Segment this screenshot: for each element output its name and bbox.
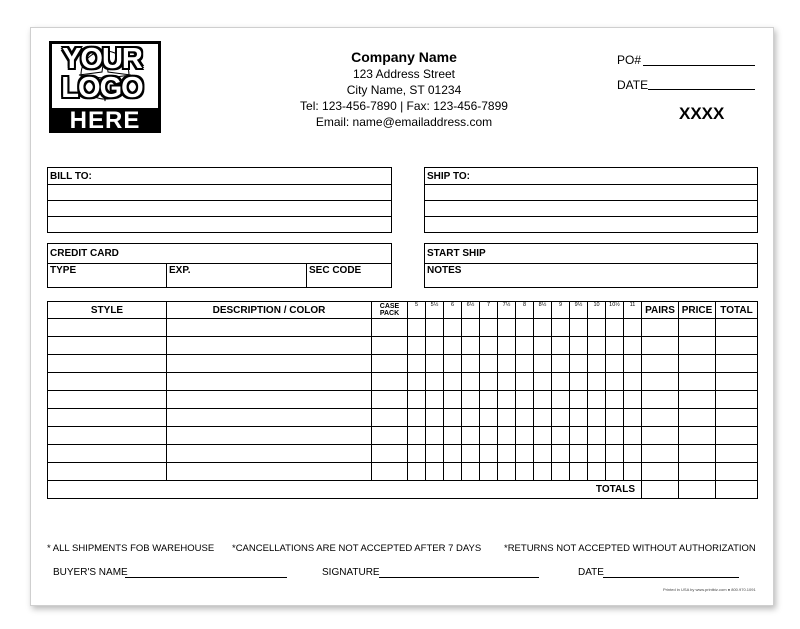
- order-row: [48, 409, 758, 427]
- size-qty-cell[interactable]: [624, 445, 642, 463]
- size-qty-cell[interactable]: [426, 427, 444, 445]
- size-qty-cell[interactable]: [624, 409, 642, 427]
- description-header: DESCRIPTION / COLOR: [167, 302, 372, 319]
- size-qty-cell[interactable]: [462, 463, 480, 481]
- description-cell[interactable]: [167, 373, 372, 391]
- size-qty-cell[interactable]: [570, 391, 588, 409]
- order-row: [48, 355, 758, 373]
- size-qty-cell[interactable]: [516, 445, 534, 463]
- price-cell[interactable]: [679, 445, 716, 463]
- size-qty-cell[interactable]: [552, 319, 570, 337]
- size-qty-cell[interactable]: [498, 337, 516, 355]
- note-cancellations: *CANCELLATIONS ARE NOT ACCEPTED AFTER 7 DAYS: [232, 543, 482, 554]
- size-qty-cell[interactable]: [606, 463, 624, 481]
- size-qty-cell[interactable]: [408, 445, 426, 463]
- size-qty-cell[interactable]: [606, 373, 624, 391]
- size-qty-cell[interactable]: [462, 409, 480, 427]
- card-type-label: TYPE: [50, 265, 77, 276]
- logo-line-1: YOUR: [62, 43, 142, 75]
- totals-total-cell[interactable]: [716, 481, 758, 499]
- size-header: 6½: [462, 302, 480, 319]
- po-field[interactable]: [643, 65, 755, 66]
- size-qty-cell[interactable]: [426, 355, 444, 373]
- card-sec-field[interactable]: [307, 264, 392, 288]
- size-qty-cell[interactable]: [498, 463, 516, 481]
- pairs-cell[interactable]: [642, 391, 679, 409]
- case-pack-header: [372, 302, 408, 319]
- size-qty-cell[interactable]: [426, 463, 444, 481]
- size-qty-cell[interactable]: [624, 373, 642, 391]
- price-header: PRICE: [679, 302, 716, 319]
- size-qty-cell[interactable]: [570, 319, 588, 337]
- case-pack-cell[interactable]: [372, 463, 408, 481]
- size-qty-cell[interactable]: [498, 319, 516, 337]
- description-cell[interactable]: [167, 355, 372, 373]
- size-qty-cell[interactable]: [480, 337, 498, 355]
- size-qty-cell[interactable]: [516, 319, 534, 337]
- case-pack-cell[interactable]: [372, 355, 408, 373]
- start-ship-label: START SHIP: [425, 244, 758, 264]
- size-qty-cell[interactable]: [534, 445, 552, 463]
- price-cell[interactable]: [679, 355, 716, 373]
- total-cell[interactable]: [716, 463, 758, 481]
- size-qty-cell[interactable]: [444, 409, 462, 427]
- po-label: PO#: [617, 53, 642, 67]
- size-qty-cell[interactable]: [552, 355, 570, 373]
- size-qty-cell[interactable]: [480, 373, 498, 391]
- totals-label: TOTALS: [48, 481, 642, 499]
- size-header: 10: [588, 302, 606, 319]
- size-qty-cell[interactable]: [426, 373, 444, 391]
- size-qty-cell[interactable]: [624, 337, 642, 355]
- size-qty-cell[interactable]: [444, 319, 462, 337]
- order-row: [48, 463, 758, 481]
- company-phone-fax: Tel: 123-456-7890 | Fax: 123-456-7899: [300, 99, 508, 113]
- card-exp-label: EXP.: [169, 265, 191, 276]
- size-qty-cell[interactable]: [516, 373, 534, 391]
- size-qty-cell[interactable]: [480, 355, 498, 373]
- size-header: 5½: [426, 302, 444, 319]
- price-cell[interactable]: [679, 463, 716, 481]
- size-qty-cell[interactable]: [498, 409, 516, 427]
- style-cell[interactable]: [48, 319, 167, 337]
- ship-to-box: [424, 167, 758, 233]
- size-qty-cell[interactable]: [426, 319, 444, 337]
- size-qty-cell[interactable]: [444, 445, 462, 463]
- total-cell[interactable]: [716, 391, 758, 409]
- size-qty-cell[interactable]: [498, 391, 516, 409]
- size-qty-cell[interactable]: [552, 373, 570, 391]
- style-header: STYLE: [48, 302, 167, 319]
- size-qty-cell[interactable]: [624, 319, 642, 337]
- size-qty-cell[interactable]: [588, 445, 606, 463]
- size-qty-cell[interactable]: [498, 373, 516, 391]
- style-cell[interactable]: [48, 391, 167, 409]
- order-row: [48, 427, 758, 445]
- size-qty-cell[interactable]: [606, 355, 624, 373]
- description-cell[interactable]: [167, 463, 372, 481]
- form-number: XXXX: [679, 104, 725, 123]
- notes-label: NOTES: [427, 265, 462, 276]
- style-cell[interactable]: [48, 427, 167, 445]
- company-email: Email: name@emailaddress.com: [315, 115, 493, 129]
- style-cell[interactable]: [48, 463, 167, 481]
- size-qty-cell[interactable]: [480, 319, 498, 337]
- size-qty-cell[interactable]: [552, 463, 570, 481]
- logo-line-2: LOGO: [61, 72, 143, 104]
- size-qty-cell[interactable]: [570, 445, 588, 463]
- size-qty-cell[interactable]: [426, 391, 444, 409]
- pairs-cell[interactable]: [642, 337, 679, 355]
- printer-fine-print: Printed in USA by www.printbiz.com ● 800.970.1091: [663, 587, 756, 592]
- size-qty-cell[interactable]: [588, 355, 606, 373]
- size-qty-cell[interactable]: [408, 373, 426, 391]
- size-qty-cell[interactable]: [444, 391, 462, 409]
- pairs-cell[interactable]: [642, 463, 679, 481]
- pairs-cell[interactable]: [642, 319, 679, 337]
- total-cell[interactable]: [716, 337, 758, 355]
- pairs-cell[interactable]: [642, 373, 679, 391]
- size-qty-cell[interactable]: [480, 427, 498, 445]
- date-label: DATE: [617, 78, 649, 92]
- size-qty-cell[interactable]: [552, 337, 570, 355]
- description-cell[interactable]: [167, 337, 372, 355]
- company-info: [290, 49, 518, 130]
- style-cell[interactable]: [48, 373, 167, 391]
- size-qty-cell[interactable]: [408, 409, 426, 427]
- size-qty-cell[interactable]: [534, 427, 552, 445]
- size-header: 7: [480, 302, 498, 319]
- size-qty-cell[interactable]: [408, 391, 426, 409]
- buyer-name-field[interactable]: [125, 577, 287, 578]
- order-row: [48, 373, 758, 391]
- size-qty-cell[interactable]: [444, 373, 462, 391]
- style-cell[interactable]: [48, 355, 167, 373]
- size-qty-cell[interactable]: [534, 319, 552, 337]
- total-cell[interactable]: [716, 445, 758, 463]
- size-qty-cell[interactable]: [534, 373, 552, 391]
- bill-to-line-2[interactable]: [48, 201, 392, 217]
- size-qty-cell[interactable]: [624, 391, 642, 409]
- order-row: [48, 445, 758, 463]
- size-header: 9: [552, 302, 570, 319]
- description-cell[interactable]: [167, 445, 372, 463]
- size-qty-cell[interactable]: [552, 409, 570, 427]
- size-qty-cell[interactable]: [588, 463, 606, 481]
- size-qty-cell[interactable]: [426, 337, 444, 355]
- price-cell[interactable]: [679, 391, 716, 409]
- size-qty-cell[interactable]: [516, 427, 534, 445]
- pack-label: PACK: [379, 310, 400, 317]
- logo-placeholder: [49, 41, 161, 133]
- size-qty-cell[interactable]: [624, 355, 642, 373]
- footer-date-field[interactable]: [603, 577, 739, 578]
- case-pack-cell[interactable]: [372, 319, 408, 337]
- order-row: [48, 391, 758, 409]
- size-qty-cell[interactable]: [408, 463, 426, 481]
- ship-to-label: SHIP TO:: [425, 168, 758, 185]
- size-qty-cell[interactable]: [534, 391, 552, 409]
- size-qty-cell[interactable]: [588, 373, 606, 391]
- size-qty-cell[interactable]: [444, 463, 462, 481]
- size-header: 10½: [606, 302, 624, 319]
- case-pack-cell[interactable]: [372, 391, 408, 409]
- size-qty-cell[interactable]: [552, 445, 570, 463]
- size-qty-cell[interactable]: [606, 409, 624, 427]
- size-qty-cell[interactable]: [426, 445, 444, 463]
- notes-field[interactable]: [425, 264, 758, 288]
- size-qty-cell[interactable]: [462, 427, 480, 445]
- card-sec-label: SEC CODE: [309, 265, 362, 276]
- size-qty-cell[interactable]: [552, 391, 570, 409]
- footer-date-label: DATE: [578, 567, 604, 578]
- size-qty-cell[interactable]: [516, 409, 534, 427]
- size-qty-cell[interactable]: [498, 445, 516, 463]
- size-qty-cell[interactable]: [534, 355, 552, 373]
- ship-to-line-1[interactable]: [425, 185, 758, 201]
- pairs-header: PAIRS: [642, 302, 679, 319]
- bill-to-label: BILL TO:: [48, 168, 392, 185]
- description-cell[interactable]: [167, 427, 372, 445]
- bill-to-line-3[interactable]: [48, 217, 392, 233]
- size-qty-cell[interactable]: [552, 427, 570, 445]
- size-qty-cell[interactable]: [534, 337, 552, 355]
- size-qty-cell[interactable]: [588, 409, 606, 427]
- size-header: 9½: [570, 302, 588, 319]
- case-label: CASE: [379, 303, 400, 310]
- case-pack-cell[interactable]: [372, 373, 408, 391]
- size-qty-cell[interactable]: [570, 463, 588, 481]
- size-qty-cell[interactable]: [570, 409, 588, 427]
- size-qty-cell[interactable]: [606, 391, 624, 409]
- style-cell[interactable]: [48, 409, 167, 427]
- size-qty-cell[interactable]: [606, 337, 624, 355]
- size-qty-cell[interactable]: [516, 463, 534, 481]
- case-pack-cell[interactable]: [372, 445, 408, 463]
- company-city: City Name, ST 01234: [346, 83, 462, 97]
- size-qty-cell[interactable]: [588, 427, 606, 445]
- size-qty-cell[interactable]: [408, 355, 426, 373]
- price-cell[interactable]: [679, 319, 716, 337]
- total-cell[interactable]: [716, 355, 758, 373]
- ship-to-line-3[interactable]: [425, 217, 758, 233]
- size-qty-cell[interactable]: [516, 355, 534, 373]
- pairs-cell[interactable]: [642, 355, 679, 373]
- size-qty-cell[interactable]: [588, 319, 606, 337]
- order-row: [48, 319, 758, 337]
- total-cell[interactable]: [716, 409, 758, 427]
- bill-to-line-1[interactable]: [48, 185, 392, 201]
- size-qty-cell[interactable]: [408, 427, 426, 445]
- size-qty-cell[interactable]: [498, 355, 516, 373]
- totals-price-cell[interactable]: [679, 481, 716, 499]
- total-cell[interactable]: [716, 427, 758, 445]
- size-qty-cell[interactable]: [480, 409, 498, 427]
- size-qty-cell[interactable]: [408, 319, 426, 337]
- signature-field[interactable]: [379, 577, 539, 578]
- bill-to-box: [47, 167, 392, 233]
- pairs-cell[interactable]: [642, 409, 679, 427]
- size-qty-cell[interactable]: [570, 355, 588, 373]
- size-qty-cell[interactable]: [534, 409, 552, 427]
- size-header: 8: [516, 302, 534, 319]
- size-qty-cell[interactable]: [480, 391, 498, 409]
- price-cell[interactable]: [679, 409, 716, 427]
- date-field[interactable]: [648, 89, 755, 90]
- card-type-field[interactable]: [48, 264, 167, 288]
- size-qty-cell[interactable]: [606, 445, 624, 463]
- price-cell[interactable]: [679, 427, 716, 445]
- total-header: TOTAL: [716, 302, 758, 319]
- logo-line-3: HERE: [69, 107, 141, 134]
- description-cell[interactable]: [167, 391, 372, 409]
- case-pack-cell[interactable]: [372, 427, 408, 445]
- credit-card-box: [47, 243, 392, 288]
- pairs-cell[interactable]: [642, 427, 679, 445]
- size-qty-cell[interactable]: [462, 445, 480, 463]
- total-cell[interactable]: [716, 319, 758, 337]
- pairs-cell[interactable]: [642, 445, 679, 463]
- size-qty-cell[interactable]: [462, 355, 480, 373]
- ship-to-line-2[interactable]: [425, 201, 758, 217]
- case-pack-cell[interactable]: [372, 409, 408, 427]
- size-header: 5: [408, 302, 426, 319]
- size-qty-cell[interactable]: [516, 337, 534, 355]
- price-cell[interactable]: [679, 373, 716, 391]
- order-grid: [47, 301, 758, 499]
- size-qty-cell[interactable]: [570, 337, 588, 355]
- case-pack-cell[interactable]: [372, 337, 408, 355]
- size-qty-cell[interactable]: [588, 337, 606, 355]
- price-cell[interactable]: [679, 337, 716, 355]
- note-returns: *RETURNS NOT ACCEPTED WITHOUT AUTHORIZATION: [504, 543, 756, 554]
- size-qty-cell[interactable]: [426, 409, 444, 427]
- style-cell[interactable]: [48, 337, 167, 355]
- note-fob: * ALL SHIPMENTS FOB WAREHOUSE: [47, 543, 215, 554]
- size-qty-cell[interactable]: [462, 391, 480, 409]
- totals-pairs-cell[interactable]: [642, 481, 679, 499]
- size-qty-cell[interactable]: [462, 319, 480, 337]
- size-qty-cell[interactable]: [444, 337, 462, 355]
- size-header: 8½: [534, 302, 552, 319]
- size-qty-cell[interactable]: [480, 463, 498, 481]
- company-name: Company Name: [351, 49, 457, 65]
- size-qty-cell[interactable]: [606, 319, 624, 337]
- size-qty-cell[interactable]: [480, 445, 498, 463]
- size-qty-cell[interactable]: [570, 373, 588, 391]
- size-qty-cell[interactable]: [462, 337, 480, 355]
- size-qty-cell[interactable]: [624, 427, 642, 445]
- size-qty-cell[interactable]: [408, 337, 426, 355]
- size-header: 11: [624, 302, 642, 319]
- size-qty-cell[interactable]: [498, 427, 516, 445]
- start-ship-box: [424, 243, 758, 288]
- buyer-name-label: BUYER'S NAME: [53, 567, 128, 578]
- total-cell[interactable]: [716, 373, 758, 391]
- size-qty-cell[interactable]: [606, 427, 624, 445]
- size-header: 7½: [498, 302, 516, 319]
- size-qty-cell[interactable]: [444, 355, 462, 373]
- description-cell[interactable]: [167, 409, 372, 427]
- size-qty-cell[interactable]: [570, 427, 588, 445]
- signature-label: SIGNATURE: [322, 567, 380, 578]
- size-qty-cell[interactable]: [444, 427, 462, 445]
- size-qty-cell[interactable]: [462, 373, 480, 391]
- credit-card-label: CREDIT CARD: [48, 244, 392, 264]
- order-row: [48, 337, 758, 355]
- size-qty-cell[interactable]: [516, 391, 534, 409]
- company-address: 123 Address Street: [352, 67, 456, 81]
- size-qty-cell[interactable]: [534, 463, 552, 481]
- card-exp-field[interactable]: [167, 264, 307, 288]
- size-qty-cell[interactable]: [588, 391, 606, 409]
- style-cell[interactable]: [48, 445, 167, 463]
- description-cell[interactable]: [167, 319, 372, 337]
- size-qty-cell[interactable]: [624, 463, 642, 481]
- size-header: 6: [444, 302, 462, 319]
